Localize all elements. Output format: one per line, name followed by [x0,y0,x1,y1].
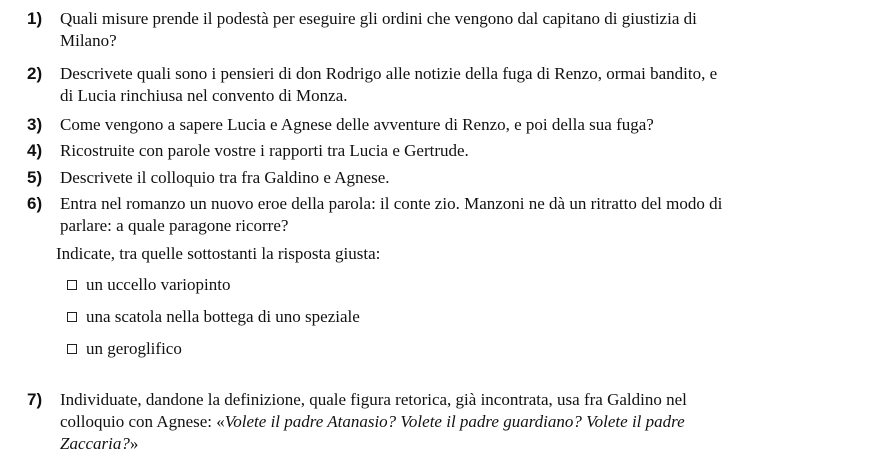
question-number: 2) [27,64,43,83]
checkbox[interactable] [67,280,77,290]
question-line [60,411,860,433]
question-line: Descrivete il colloquio tra fra Galdino e Agnese. [60,168,390,187]
question-text [60,167,860,189]
answer-instruction: Indicate, tra quelle sottostanti la risposta giusta: [56,244,381,263]
question-line: Quali misure prende il podestà per eseguire gli ordini che vengono dal capitano di giustizia di [60,9,697,28]
quotation: Zaccaria? [60,434,130,453]
closing-guillemet: » [129,434,139,453]
option-label: un geroglifico [86,339,182,358]
question-number: 3) [27,115,43,134]
question-text [60,140,860,162]
question-number: 5) [27,168,43,187]
question-number: 7) [27,390,43,409]
checkbox[interactable] [67,344,77,354]
answer-option[interactable] [67,306,360,328]
question-text [60,193,860,237]
option-label: un uccello variopinto [86,275,231,294]
checkbox[interactable] [67,312,77,322]
option-label: una scatola nella bottega di uno speziale [86,307,360,326]
question-line [60,433,860,455]
question-line: Come vengono a sapere Lucia e Agnese delle avventure di Renzo, e poi della sua fuga? [60,115,654,134]
question-line: Milano? [60,31,117,50]
answer-option[interactable] [67,274,230,296]
question-line: parlare: a quale paragone ricorre? [60,216,289,235]
question-text [60,8,860,52]
question-text [60,389,860,455]
question-line: Individuate, dandone la definizione, quale figura retorica, già incontrata, usa fra Galdino nel [60,390,687,409]
question-text-plain: colloquio con Agnese: « [60,412,225,431]
question-line: Entra nel romanzo un nuovo eroe della parola: il conte zio. Manzoni ne dà un ritratto del modo di [60,194,723,213]
question-text [60,63,860,107]
question-line: di Lucia rinchiusa nel convento di Monza. [60,86,348,105]
question-number: 4) [27,141,43,160]
answer-option[interactable] [67,338,182,360]
quotation: Volete il padre Atanasio? Volete il padre guardiano? Volete il padre [224,412,685,431]
question-text [60,114,860,136]
question-number: 6) [27,194,43,213]
question-line: Ricostruite con parole vostre i rapporti tra Lucia e Gertrude. [60,141,469,160]
question-number: 1) [27,9,43,28]
question-line: Descrivete quali sono i pensieri di don Rodrigo alle notizie della fuga di Renzo, ormai bandito, e [60,64,718,83]
